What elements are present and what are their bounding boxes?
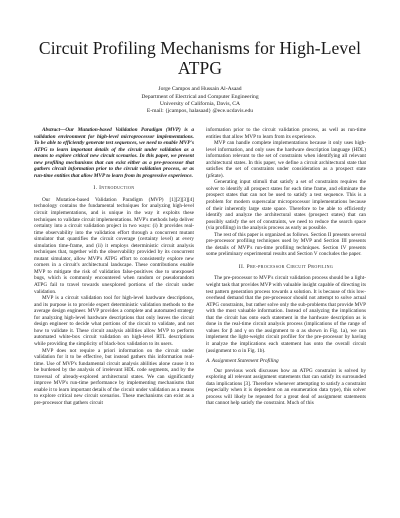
abstract: Abstract—Our Mutation-based Validation Paradigm (MVP) is a validation environment for high-level microprocessor implementations. To be able to efficiently generate test sequences, we need to enable MVP's ATPG to learn important details of the circuit under validation as a means to explore critical new circuit scenarios. In this paper, we present new profiling mechanisms that can exist either as a pre-processor that gathers circuit information prior to the circuit validation process, or as run-time entities that allow MVP to learn from its progressive experience. [34, 127, 194, 179]
paragraph: Our previous work discusses how an ATPG constraint is solved by exploring all relevant assignment statements that can satisfy its surrounded data implications [3]. Therefore whenever attempting to satisfy a constraint (especially when it is dependent on an enumeration data type), this solver process will likely be repeated for a great deal of assignment statements that cannot help satisfy the constraint. Much of this [206, 367, 366, 407]
paper-authors: Jorge Campos and Hussain Al-Asaad [158, 86, 242, 92]
right-column [206, 127, 366, 407]
paragraph: MVP is a circuit validation tool for high-level hardware descriptions, and its purpose is to provide expert deterministic validation methods to the average design engineer. MVP provides a complete and automated strategy for analyzing high-level hardware descriptions that only leaves the circuit design engineer to decide what portions of the circuit to validate, and not how to validate it. These circuit analysis abilities allow MVP to perform automated white-box circuit validation on high-level RTL descriptions while providing the simplicity of black-box validation to its users. [34, 295, 194, 347]
left-column [34, 127, 194, 407]
paragraph: Our Mutation-based Validation Paradigm (MVP) [1][2][3][4] technology contains the fundamental techniques for analyzing high-level circuit implementations, and is unique in the way it exploits these techniques to validate circuit implementations. MVP's methods help deliver certainty into a circuit validation project in two ways: (i) It provides real-time observability into the validation effort through a concurrent mutant simulator that quantifies the circuit coverage (certainty level) at every simulation time-frame, and (ii) it employs deterministic circuit analysis techniques that, together with the observability provided by its concurrent mutant simulator, allow MVP's ATPG effort to consistently explore new corners in a circuit's architectural landscape. These contributions enable MVP to mitigate the risk of validation false-positives due to unexposed bugs, which is commonly encountered when random or pseudorandom ATPG fail to travel towards unexplored portions of the circuit under validation. [34, 196, 194, 295]
paragraph: The pre-processor to MVP's circuit validation process should be a light-weight task that provides MVP with valuable insight capable of directing its test pattern generation process towards a solution. It is because of this low-overhead demand that the pre-processor should not attempt to solve actual ATPG constraints, but rather solve only the sub-problems that provide MVP with the most valuable information. Instead of analyzing the implications that the circuit has onto each statement in the hardware description as is done in the real-time circuit analysis process (implications of the range of values for β and γ on the assignment to α as shown in Fig. 1a), we can implement the light-weight circuit profiler for the pre-processor by having it analyze the implications each statement has onto the overall circuit (assignment to α in Fig. 1b). [206, 275, 366, 354]
subsection-heading-assignment: A. Assignment Statement Profiling [206, 358, 279, 365]
section-heading-preprocessor: II. Pre-processor Circuit Profiling [238, 263, 334, 270]
paragraph: Generating input stimuli that satisfy a set of constraints requires the solver to identify all prospect states for each time frame, and eliminate the prospect states that can not be used to satisfy a test sequence. This is a problem for modern superscalar microprocessor implementations because of their inherently large state space. Therefore to be able to efficiently identify and analyze the architectural states (prospect states) that can possibly satisfy the set of constraints, we need to reduce the search space (via profiling) in the analysis process as early as possible. [206, 179, 366, 232]
paragraph: information prior to the circuit validation process, as well as run-time entities that allow MVP to learn from its experience. [206, 127, 366, 140]
paragraph: MVP does not require a priori information on the circuit under validation for it to be effective, but instead gathers this information real-time. Use of MVP's fundamental circuit analysis abilities alone cause it to be burdened by the analysis of irrelevant HDL code segments, and by the traversal of already-explored architectural states. We can significantly improve MVP's run-time performance by implementing mechanisms that enable it to learn important details of the circuit under validation as a means to explore critical new circuit scenarios. These mechanisms can exist as a pre-processor that gathers circuit [34, 347, 194, 406]
paragraph: MVP can handle complete implementations because it only uses high-level information, and only uses the hardware description language (HDL) information relevant to the set of constraints when identifying all relevant architectural states. In this paper, we define a circuit architectural state that satisfies the set of constraints under consideration as a prospect state (pState). [206, 140, 366, 179]
section-heading-introduction: I. Introduction [93, 185, 135, 192]
two-column-body [34, 127, 366, 407]
affiliation-email: E-mail: {jcampos, halasaad} @ece.ucdavis.edu [146, 108, 254, 114]
paper-title: Circuit Profiling Mechanisms for High-Level ATPG [38, 38, 362, 78]
paragraph: The rest of this paper is organized as follows. Section II presents several pre-processor profiling techniques used by MVP and Section III presents the details of MVP's run-time profiling techniques. Section IV presents some preliminary experimental results and Section V concludes the paper. [206, 231, 366, 258]
paper-affiliation [34, 94, 366, 115]
affiliation-line: University of California, Davis, CA [159, 101, 241, 107]
affiliation-line: Department of Electrical and Computer Engineering [141, 94, 259, 100]
